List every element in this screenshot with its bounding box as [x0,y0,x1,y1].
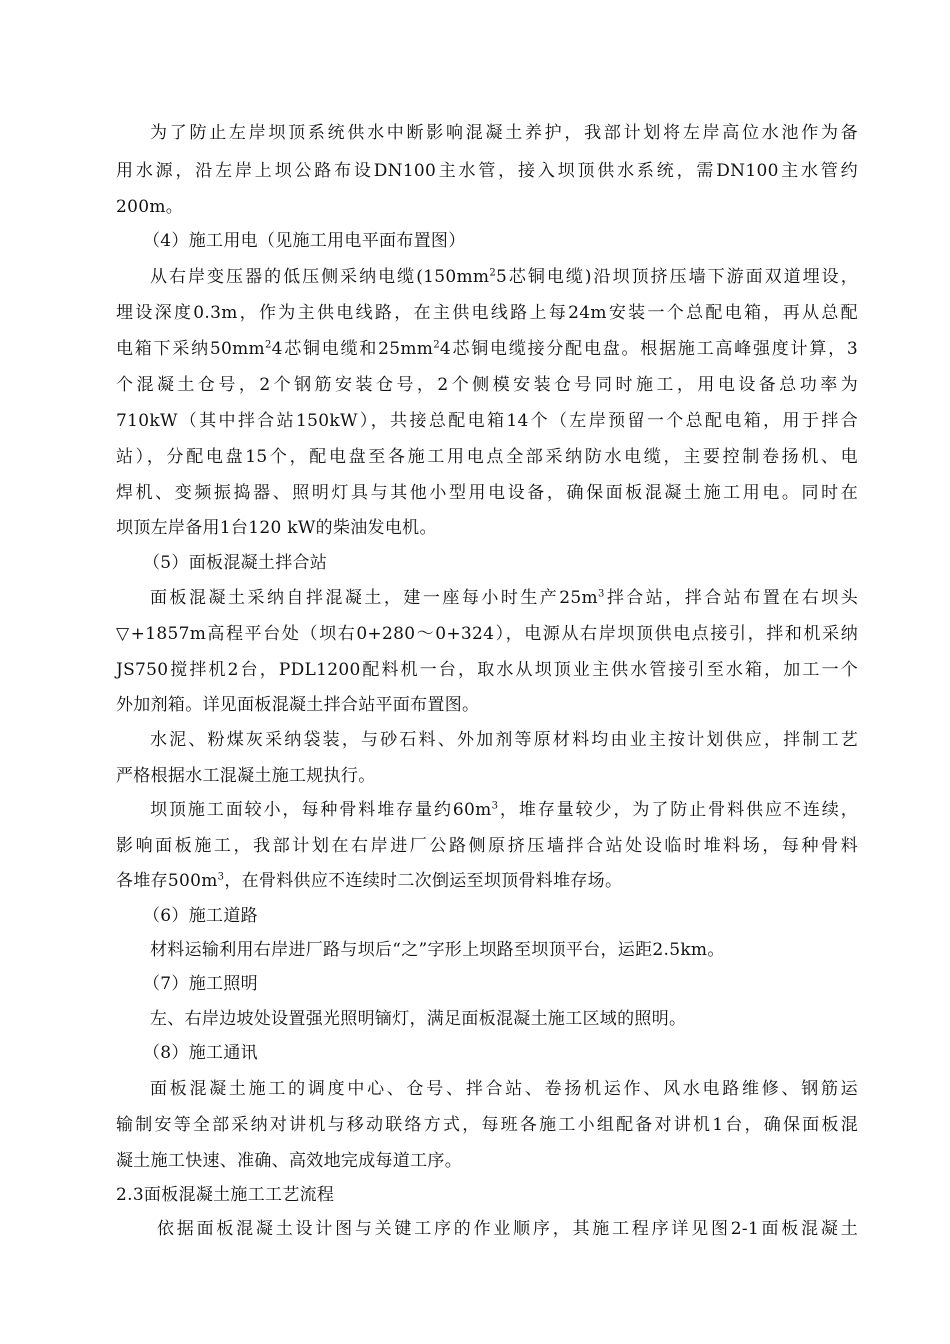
text-line: 依据面板混凝土设计图与关键工序的作业顺序，其施工程序详见图2-1面板混凝土 [157,1219,858,1239]
text-line: 从右岸变压器的低压侧采纳电缆($150mm^25$芯铜电缆)沿坝顶挤压墙下游面双道埋设， [150,267,858,287]
text-line: ▽+1857m高程平台处（坝右0+280～0+324），电源从右岸坝顶供电点接引，拌和机采纳 [116,624,858,644]
text-line: 左、右岸边坡处设置强光照明镝灯，满足面板混凝土施工区域的照明。 [150,1009,687,1029]
text-line: 影响面板施工，我部计划在右岸进厂公路侧原挤压墙拌合站处设临时堆料场，每种骨料 [116,836,858,856]
section-heading: （5）面板混凝土拌合站 [143,553,328,573]
text-line: 为了防止左岸坝顶系统供水中断影响混凝土养护，我部计划将左岸高位水池作为备 [150,123,858,143]
text-line: 严格根据水工混凝土施工规执行。 [116,766,376,786]
text-line: 各堆存$500m^3$，在骨料供应不连续时二次倒运至坝顶骨料堆存场。 [116,871,623,891]
text-line: 埋设深度0.3m，作为主供电线路，在主供电线路上每24m安装一个总配电箱，再从总配 [116,303,858,323]
text-line: 坝顶施工面较小，每种骨料堆存量约$60m^3$，堆存量较少，为了防止骨料供应不连续， [150,800,859,820]
section-heading: （7）施工照明 [143,974,258,994]
text-line: 站），分配电盘15个，配电盘至各施工用电点全部采纳防水电缆，主要控制卷扬机、电 [116,447,858,467]
text-line: 坝顶左岸备用1台120 kW的柴油发电机。 [116,518,437,538]
section-heading: （8）施工通讯 [143,1043,258,1063]
section-heading: （6）施工道路 [143,906,258,926]
text-line: 200m。 [116,197,184,217]
text-line: JS750搅拌机2台，PDL1200配料机一台，取水从坝顶业主供水管接引至水箱，加工一个 [116,660,858,680]
text-line: 面板混凝土采纳自拌混凝土，建一座每小时生产$25m^3$拌合站，拌合站布置在右坝头 [150,588,858,608]
text-line: 输制安等全部采纳对讲机与移动联络方式，每班各施工小组配备对讲机1台，确保面板混 [116,1115,858,1135]
text-line: 焊机、变频振捣器、照明灯具与其他小型用电设备，确保面板混凝土施工用电。同时在 [116,483,858,503]
section-heading: （4）施工用电（见施工用电平面布置图） [143,231,466,251]
text-line: 凝土施工快速、准确、高效地完成每道工序。 [116,1151,462,1171]
text-line: 用水源，沿左岸上坝公路布设DN100主水管，接入坝顶供水系统，需DN100主水管约 [116,161,858,181]
text-line: 710kW（其中拌合站150kW），共接总配电箱14个（左岸预留一个总配电箱，用于拌合 [116,411,858,431]
text-line: 面板混凝土施工的调度中心、仓号、拌合站、卷扬机运作、风水电路维修、钢筋运 [150,1079,858,1099]
text-line: 水泥、粉煤灰采纳袋装，与砂石料、外加剂等原材料均由业主按计划供应，拌制工艺 [150,730,858,750]
text-line: 材料运输利用右岸进厂路与坝后“之”字形上坝路至坝顶平台，运距2.5km。 [150,940,725,960]
text-line: 外加剂箱。详见面板混凝土拌合站平面布置图。 [116,695,480,715]
text-line: 电箱下采纳$50mm^24$芯铜电缆和$25mm^24$芯铜电缆接分配电盘。根据施工高峰强度计算，3 [116,339,858,359]
text-line: 个混凝土仓号，2个钢筋安装仓号，2个侧模安装仓号同时施工，用电设备总功率为 [116,375,858,395]
section-heading: 2.3面板混凝土施工工艺流程 [116,1185,335,1205]
